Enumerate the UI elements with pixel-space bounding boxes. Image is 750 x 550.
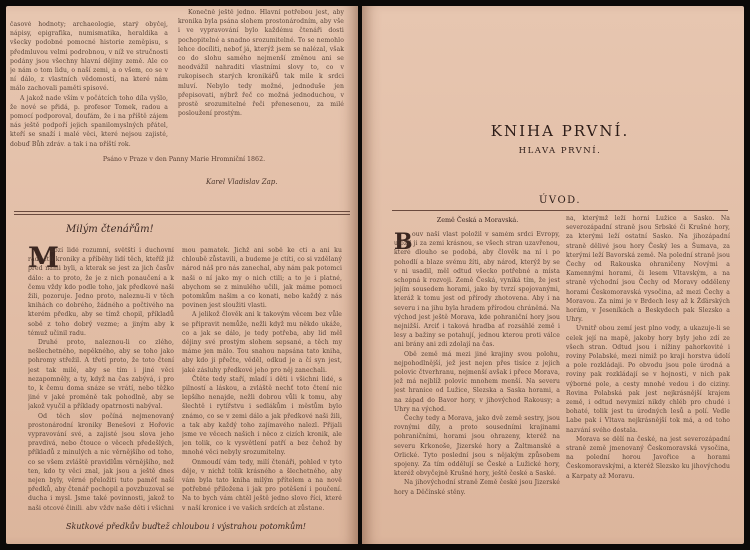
right-column-2 (566, 214, 730, 542)
paragraph: Druhé proto, naleznou-li co zlého, nešlechetného, nepěkného, aby se toho jako pohromy střežil. A třetí proto, že toto čtení jest tak milé, aby se tím i jiné věci nezapomněly, a ty, když na čas zabývá, i pro to, k čemu doma snáze se vrátí, nebo těžko jiné v jaké proměně tak pohodlně, aby se jakož vyučil a příklady opatrnosti nabýval. (28, 339, 174, 411)
divider (14, 214, 350, 215)
paragraph: Uvnitř obou zemí jest plno vody, a ukazuje-li se celek její na mapě, jakoby hory byly jeho zdí ze všech stran. Odtud jsou i nížiny pahorkovité i roviny Polabské, mezi nimiž po kraji horstva údolí a pole rozkládaji. Po obvodu jsou pole úrodná a roviny pak rozkládají se v hojnosti, v nich pak výborné pole, a cesty mnohé vedou i do ciziny. Rovina Polabská pak jest nejkrásnější krajem země, i odtud nevymizí nikdy chléb pro chudé i bohaté, tolik jest tu úrodných lesů a polí. Vedle Labe pak i Vltava nejkrásnější tok má, a od toho nazvání svého dostala. (566, 325, 730, 434)
author-signature: Karel Vladislav Zap. (206, 178, 278, 186)
book-title: KNIHA PRVNÍ. (490, 122, 630, 140)
place-date-line: Psáno v Praze v den Panny Marie Hromniční 1862. (102, 156, 266, 163)
chapter-title: HLAVA PRVNÍ. (518, 146, 602, 156)
paragraph: ouv naší vlast položil v samém srdci Evropy, uložil ji za zemi krásnou, se všech stran uzavřenou, které dlouho se podobá, aby člověk na ní i po pohodlí a blaze svému žíti, aby národ, kterýž by se v ni usadil, měl odtud všecko potřebné a místa schopná k rozvoji. Země Česká, vyniká tím, že jest jejím sousedem horami, jako by tvrzí spojovanými, kteráž k tomu jest od přírody zhotovena. Aby i na severu i na jihu byla hradem přírodou chráněná. Na východ jest ještě Morava, kde pohraniční hory jsou nejnižší. Arciť i taková hradba ať rozsáhlé země i lesy a bažiny se potahují, jednou kterou proti válce ani brány ani zdi zdolají na čas. (394, 231, 560, 349)
left-body-column-1 (28, 241, 174, 510)
divider (392, 210, 728, 211)
paragraph: Konečně ještě jedno. Hlavní potřebou jest, aby kronika byla psána slohem prostonárodním, aby vše i ve vypravování bylo každému čtenáři dosti pochopitelné a snadno srozumitelné. To se nemohlo lehce docíliti, neboť já, kterýž jsem se nalézal, však co do slohu samého nejmenší změnou ani se neodvážil nahraditi vlastními slovy to, co v rukopisech starých kronikářů tak mile k srdci mluví. Nebylo tedy možné, jednoduše jen přepisovati, nýbrž řeč co možná jednoduchou, v prostě srozumitelné řeči přenesenou, za milé posloužení prostým. (178, 9, 344, 118)
paragraph: A jakož nade vším v počátcích toho díla vyšlo, že nové se přidá, p. profesor Tomek, radou a pomocí podporoval, doufám, že i na příště zájem nás ještě podpoří jejich spanilomyslných přátel, kteří se snaží i malé věci, které nejsou zajisté, dobuď Bůh zdráv, a tak i na příští rok. (10, 94, 168, 146)
drop-cap: B (394, 229, 413, 255)
section-title: ÚVOD. (538, 195, 581, 206)
drop-cap: M (28, 241, 59, 274)
paragraph: mou pamatek. Jichž ani sobě ke cti a ani ku chloubě zůstavili, a budeme je ctíti, co si vzdělaný národ náš pro nás zanechal, aby nám pak potomci naši o ní jako my o nich ctili; a to je i platné, abychom se z minulého učili, jak máme pomoci potomkům našim a co konati, nebo každý z nás povinen jest sloužiti vlasti. (182, 247, 342, 310)
paragraph: Čechy tedy a Morava, jako dvě země sestry, jsou rovnými díly, a proto sousedními krajinami pohraničními, horami jsou ohrazeny, kteréž na severu Krkonoše, Jizerské hory a Žaltmanské a Orlické. Tyto poslední jsou s nějakým způsobem spojeny. Za tím oddělují se České a Lužické hory, kteréž obvyčejně Krušné hory, ještě české a Saské. (394, 415, 560, 478)
paragraph: Čtěte tedy staří, mladí i děti i všichni lidé, s pilností a láskou, a zvláště nechť toto čtení nic lepšího nenajde, nežli dobrou vůli k tomu, aby šlechtě i rytířstvu i sedlákům i městům bylo známo, co se v zemi dálo a jak předkové naši žili, a tak aby každý toho zajímavého nalezl. Přijali jsme ve věcech našich i něco z cizích kronik, ale jen tolik, co k vysvětlení patří a bez čehož by mnohé věci nebyly srozumitelny. (182, 375, 342, 457)
paragraph: Morava se dělí na české, na jest severozápadní straně země jmenovaný Českomoravská vysočina, na polední horou Javořice a horami Českomoravskými, a kteréž Slezsko ku jihovýchodu a Karpaty až Moravu. (566, 435, 730, 480)
left-top-column-1 (10, 20, 168, 146)
divider (14, 211, 350, 212)
left-page (6, 6, 358, 544)
section-heading: Milým čtenářům! (66, 224, 154, 235)
right-column-1 (394, 230, 560, 542)
motto: Skutkové předkův buďtež chloubou i výstrahou potomkům! (66, 522, 306, 531)
left-body-column-2 (182, 246, 342, 510)
paragraph: na, kterýmž leží horní Lužice a Sasko. Na severozápadní straně jsou Srbské či Krušné hory, za kterými leží ostatní Sasko. Na jihozápadní straně dělivé jsou hory Český les a Šumava, za kterými leží Bavorská země. Na polední straně jsou Čechy od Rakouska ohraničeny Novými a Kamennými horami, či lesem Vltavským, a na straně východní jsou Čechy od Moravy odděleny horami Českomoravská vysočina, až mezi Čechy a Moravou. Za nimi je v Brdech lesy až k Žďárských horám, v Jeseníkách a Beskydech pak Slezsko a Uhry. (566, 215, 730, 324)
paragraph: Od těch slov počíná nejmenovaný prostonárodní kroniky Benešovi z Hořovic vypravování své, a zajisté jsou slova jeho pravdivá, nebo čtouce o věcech předešlých, příkladů z minulých a nic věrnějšího od toho, co se všem zvláště pravidlům věrnějšího, než ten, kdo ty věci znal, jak jsou a ještě dnes nejen byly, věrné přeložiti tuto paměť naší předků, aby čtenář pochopil a povzbuzoval se ducha i mysl. Jsme také povinnosti, jakož to naši otcové činili, aby vždy naše děti i všichni (28, 412, 174, 510)
paragraph: Onmoudí vám tedy, milí čtenáři, pohled v tyto děje, v nichž tolik krásného a šlechetného, aby vám byla tato kniha milým přítelem a na nově potřebné přiložena i jak pro potěšení i poučení. Na to bych vám chtěl ještě jedno slovo říci, které v naší kronice i ve vašich srdcích at zůstane. (182, 458, 342, 510)
paragraph: Na jihovýchodní straně Země české jsou Jizerské hory a Děčínské stěny. (394, 479, 560, 496)
paragraph: časové hodnoty; archaeologie, starý obyčej, nápisy, epigrafika, numismatika, heraldika a všecky podobné pomocné historie zeměpisu, s předmluvou velmi podrobnou, v níž ve stručnosti podány jsou všechny hlavní dějiny země. Ale co je nám o tom lidu, o naší zemi, a o všem, co se v ní dálo, z vlastních vědomostí, na které nám málo zachovali paměti spisové. (10, 21, 168, 93)
paragraph: A jelikož člověk ani k takovým věcem bez vůle se připravit nemůže, nežli když mu někdo ukáže, co a jak se dálo, je tedy potřeba, aby lid měl dějiny své prostým slohem sepsané, a těch my máme jen málo. Tou snahou napsána tato kniha, aby kdo ji přečte, věděl, odkud je a čí syn jest, jaké zásluhy předkové jeho pro něj zanechali. (182, 311, 342, 374)
column-heading: Země Česká a Moravská. (436, 216, 519, 224)
paragraph: Obě země má mezi jiné krajiny svou polohu, nejpohodlnější, jež jest nejen přes tisíce z jejich polovic čtverhranu, nejmenší avšak i přece Morava, jež má nejblíž polovic mnohem menší. Na severu jest hranice od Lužice, Slezska a Saska horami, a na západ do Bavor hory, v jihovýchod Rakousy; a Uhry na východ. (394, 350, 560, 413)
paragraph: nozí lidé rozumní, světští i duchovní rádi čtli kroniky a příběhy lidí těch, kteříž již před námi byli, a kterak se jest za jich časův dálo: a to proto, že je z nich ponaučení a k čemu vždy kdo podle toho, jak předkové naši žili, pozoruje. Jedno proto, naleznu-li v těch knihách co dobrého, žádného a počtivého na kterém předku, aby se tímž chopil, příkladů sobě z toho dobrý vezme; a jiným aby k témuž učinil radu. (28, 247, 174, 337)
left-top-column-2 (178, 8, 344, 146)
